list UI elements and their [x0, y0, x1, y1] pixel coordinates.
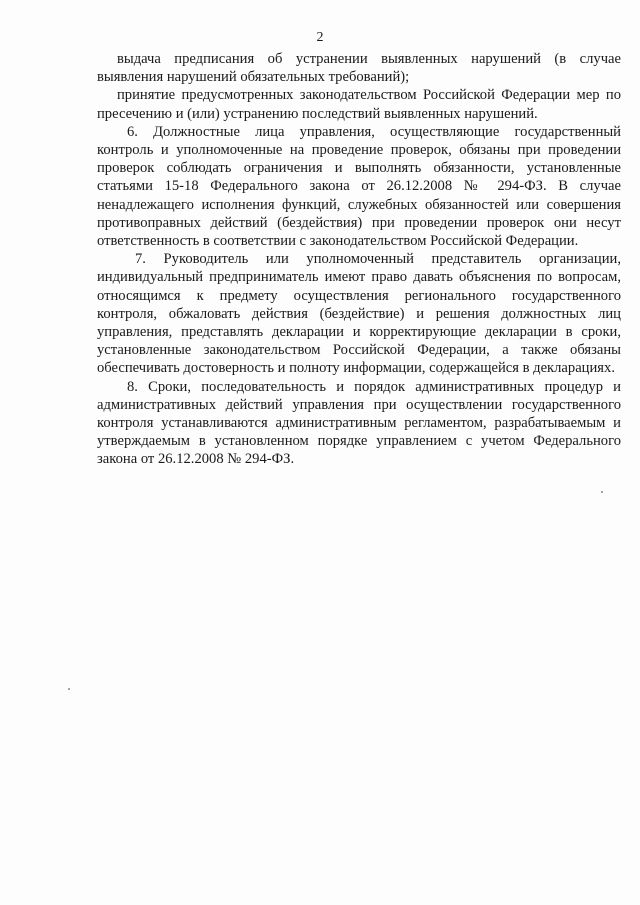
document-body — [97, 50, 621, 469]
page-number: 2 — [316, 30, 324, 45]
paragraph-measures: принятие предусмотренных законодательством Российской Федерации мер по пресечению и (или) устранению последствий выявленных нарушений. — [97, 87, 621, 122]
paragraph-6: 6. Должностные лица управления, осуществляющие государственный контроль и уполномоченные на проведение проверок, обязаны при проведении проверок соблюдать ограничения и выполнять обязанности, установленные статьями 15-18 Федерального закона от 26.12.2008 № 294-ФЗ. В случае ненадлежащего исполнения функций, служебных обязанностей или совершения противоправных действий (бездействия) при проведении проверок они несут ответственность в соответствии с законодательством Российской Федерации. — [97, 123, 621, 250]
scan-speck — [68, 688, 70, 690]
paragraph-order-issuance: выдача предписания об устранении выявленных нарушений (в случае выявления нарушений обязательных требований); — [97, 51, 621, 86]
paragraph-7: 7. Руководитель или уполномоченный представитель организации, индивидуальный предприниматель имеют право давать объяснения по вопросам, относящимся к предмету осуществления регионального государственного контроля, обжаловать действия (бездействие) и решения должностных лиц управления, представлять декларации и корректирующие декларации в сроки, установленные законодательством Российской Федерации, а также обязаны обеспечивать достоверность и полноту информации, содержащейся в декларациях. — [97, 251, 621, 377]
paragraph-8: 8. Сроки, последовательность и порядок административных процедур и административных действий управления при осуществлении государственного контроля устанавливаются административным регламентом, разрабатываемым и утверждаемым в установленном порядке управлением с учетом Федерального закона от 26.12.2008 № 294-ФЗ. — [97, 378, 621, 468]
scan-speck — [601, 491, 603, 493]
